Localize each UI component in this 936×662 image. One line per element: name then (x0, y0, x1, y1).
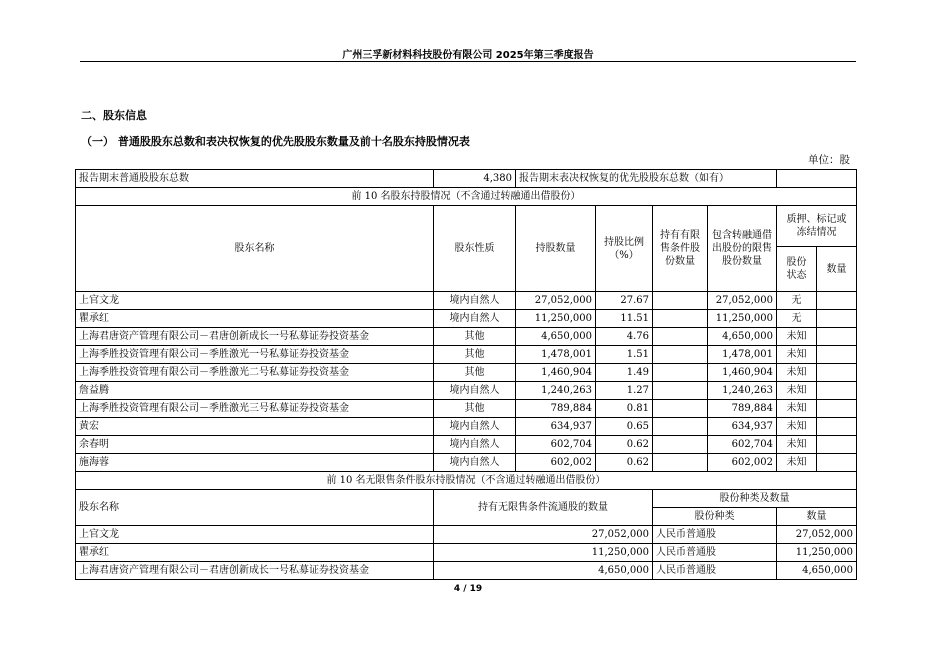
restricted-shares (653, 418, 708, 436)
pledge-status: 无 (777, 292, 817, 310)
unrestricted-row (76, 544, 857, 562)
shareholder-nature: 境内自然人 (434, 310, 516, 328)
holding-ratio: 0.62 (596, 436, 653, 454)
unrestricted-holder-name: 瞿承红 (76, 544, 434, 562)
shareholder-nature: 境内自然人 (434, 436, 516, 454)
pledge-qty (817, 382, 857, 400)
unrestricted-qty: 27,052,000 (434, 526, 653, 544)
top10-row (76, 346, 857, 364)
incl-lent-restricted-shares: 634,937 (708, 418, 777, 436)
col-header-pledge: 质押、标记或冻结情况 (777, 206, 857, 247)
holding-ratio: 27.67 (596, 292, 653, 310)
summary-value-total: 4,380 (434, 170, 516, 188)
share-kind: 人民币普通股 (653, 526, 777, 544)
top10-row (76, 310, 857, 328)
share-kind-qty: 4,650,000 (777, 562, 857, 580)
pledge-status: 无 (777, 310, 817, 328)
pledge-qty (817, 310, 857, 328)
restricted-shares (653, 364, 708, 382)
share-kind: 人民币普通股 (653, 562, 777, 580)
col-header-restricted: 持有有限售条件股份数量 (653, 206, 708, 292)
subsection-title: （一） 普通股股东总数和表决权恢复的优先股股东数量及前十名股东持股情况表 (81, 135, 470, 148)
unrestricted-col-kind: 股份种类 (653, 508, 777, 526)
shares-held: 1,460,904 (516, 364, 596, 382)
incl-lent-restricted-shares: 11,250,000 (708, 310, 777, 328)
top10-row (76, 454, 857, 472)
top10-caption-row (76, 188, 857, 206)
incl-lent-restricted-shares: 4,650,000 (708, 328, 777, 346)
shares-held: 634,937 (516, 418, 596, 436)
top10-header-row (76, 206, 857, 247)
incl-lent-restricted-shares: 1,240,263 (708, 382, 777, 400)
pledge-status: 未知 (777, 454, 817, 472)
col-header-status: 股份状态 (777, 247, 817, 292)
share-kind-qty: 27,052,000 (777, 526, 857, 544)
unrestricted-col-kind-group: 股份种类及数量 (653, 490, 857, 508)
col-header-name: 股东名称 (76, 206, 434, 292)
section-title: 二、股东信息 (81, 109, 147, 122)
incl-lent-restricted-shares: 1,478,001 (708, 346, 777, 364)
unrestricted-qty: 4,650,000 (434, 562, 653, 580)
unrestricted-holder-name: 上海君唐资产管理有限公司－君唐创新成长一号私募证券投资基金 (76, 562, 434, 580)
shareholder-table (75, 169, 857, 580)
incl-lent-restricted-shares: 1,460,904 (708, 364, 777, 382)
shareholder-name: 上官文龙 (76, 292, 434, 310)
holding-ratio: 1.51 (596, 346, 653, 364)
incl-lent-restricted-shares: 602,002 (708, 454, 777, 472)
summary-row (76, 170, 857, 188)
shares-held: 602,704 (516, 436, 596, 454)
shares-held: 1,478,001 (516, 346, 596, 364)
shareholder-name: 余春明 (76, 436, 434, 454)
holding-ratio: 1.27 (596, 382, 653, 400)
col-header-qty: 数量 (817, 247, 857, 292)
top10-row (76, 400, 857, 418)
shareholder-nature: 其他 (434, 400, 516, 418)
restricted-shares (653, 454, 708, 472)
top10-row (76, 364, 857, 382)
incl-lent-restricted-shares: 27,052,000 (708, 292, 777, 310)
unrestricted-col-num: 数量 (777, 508, 857, 526)
pledge-qty (817, 346, 857, 364)
shareholder-nature: 境内自然人 (434, 418, 516, 436)
shares-held: 27,052,000 (516, 292, 596, 310)
col-header-nature: 股东性质 (434, 206, 516, 292)
page-number: 4 / 19 (453, 584, 483, 594)
restricted-shares (653, 328, 708, 346)
unrestricted-caption: 前 10 名无限售条件股东持股情况（不含通过转融通出借股份） (76, 472, 857, 490)
shareholder-nature: 境内自然人 (434, 292, 516, 310)
col-header-incl-lent: 包含转融通借出股份的限售股份数量 (708, 206, 777, 292)
pledge-qty (817, 364, 857, 382)
top10-caption: 前 10 名股东持股情况（不含通过转融通出借股份） (76, 188, 857, 206)
shareholder-name: 施海蓉 (76, 454, 434, 472)
unrestricted-caption-row (76, 472, 857, 490)
pledge-status: 未知 (777, 400, 817, 418)
shareholder-name: 上海季胜投资管理有限公司－季胜激光二号私募证券投资基金 (76, 364, 434, 382)
restricted-shares (653, 310, 708, 328)
pledge-status: 未知 (777, 436, 817, 454)
unit-label: 单位：股 (808, 154, 850, 166)
top10-row (76, 436, 857, 454)
holding-ratio: 0.81 (596, 400, 653, 418)
shareholder-name: 瞿承红 (76, 310, 434, 328)
col-header-shares: 持股数量 (516, 206, 596, 292)
shares-held: 11,250,000 (516, 310, 596, 328)
pledge-qty (817, 436, 857, 454)
holding-ratio: 0.65 (596, 418, 653, 436)
holding-ratio: 0.62 (596, 454, 653, 472)
pledge-status: 未知 (777, 382, 817, 400)
top10-row (76, 292, 857, 310)
pledge-qty (817, 400, 857, 418)
unrestricted-row (76, 526, 857, 544)
shareholder-name: 詹益腾 (76, 382, 434, 400)
report-header-title: 广州三孚新材料科技股份有限公司 2025年第三季度报告 (342, 50, 594, 61)
shareholder-nature: 境内自然人 (434, 382, 516, 400)
restricted-shares (653, 436, 708, 454)
summary-label-total: 报告期末普通股股东总数 (76, 170, 434, 188)
unrestricted-row (76, 562, 857, 580)
unrestricted-header-row (76, 490, 857, 508)
header-divider (80, 61, 856, 62)
shareholder-nature: 其他 (434, 364, 516, 382)
shares-held: 789,884 (516, 400, 596, 418)
shareholder-nature: 境内自然人 (434, 454, 516, 472)
shareholder-name: 上海季胜投资管理有限公司－季胜激光一号私募证券投资基金 (76, 346, 434, 364)
shareholder-nature: 其他 (434, 328, 516, 346)
col-header-ratio: 持股比例（%） (596, 206, 653, 292)
holding-ratio: 11.51 (596, 310, 653, 328)
restricted-shares (653, 400, 708, 418)
shareholder-nature: 其他 (434, 346, 516, 364)
pledge-status: 未知 (777, 364, 817, 382)
shares-held: 1,240,263 (516, 382, 596, 400)
restricted-shares (653, 382, 708, 400)
shareholder-name: 黄宏 (76, 418, 434, 436)
restricted-shares (653, 346, 708, 364)
restricted-shares (653, 292, 708, 310)
shareholder-name: 上海季胜投资管理有限公司－季胜激光三号私募证券投资基金 (76, 400, 434, 418)
top10-row (76, 382, 857, 400)
pledge-qty (817, 454, 857, 472)
pledge-qty (817, 292, 857, 310)
holding-ratio: 4.76 (596, 328, 653, 346)
share-kind: 人民币普通股 (653, 544, 777, 562)
unrestricted-qty: 11,250,000 (434, 544, 653, 562)
share-kind-qty: 11,250,000 (777, 544, 857, 562)
shares-held: 4,650,000 (516, 328, 596, 346)
top10-row (76, 328, 857, 346)
unrestricted-col-name: 股东名称 (76, 490, 434, 526)
summary-value-preferred (777, 170, 857, 188)
incl-lent-restricted-shares: 789,884 (708, 400, 777, 418)
incl-lent-restricted-shares: 602,704 (708, 436, 777, 454)
summary-label-preferred: 报告期末表决权恢复的优先股股东总数（如有） (516, 170, 777, 188)
holding-ratio: 1.49 (596, 364, 653, 382)
pledge-status: 未知 (777, 418, 817, 436)
top10-row (76, 418, 857, 436)
pledge-qty (817, 418, 857, 436)
shareholder-name: 上海君唐资产管理有限公司－君唐创新成长一号私募证券投资基金 (76, 328, 434, 346)
unrestricted-col-qty: 持有无限售条件流通股的数量 (434, 490, 653, 526)
pledge-status: 未知 (777, 346, 817, 364)
pledge-status: 未知 (777, 328, 817, 346)
shares-held: 602,002 (516, 454, 596, 472)
unrestricted-holder-name: 上官文龙 (76, 526, 434, 544)
pledge-qty (817, 328, 857, 346)
